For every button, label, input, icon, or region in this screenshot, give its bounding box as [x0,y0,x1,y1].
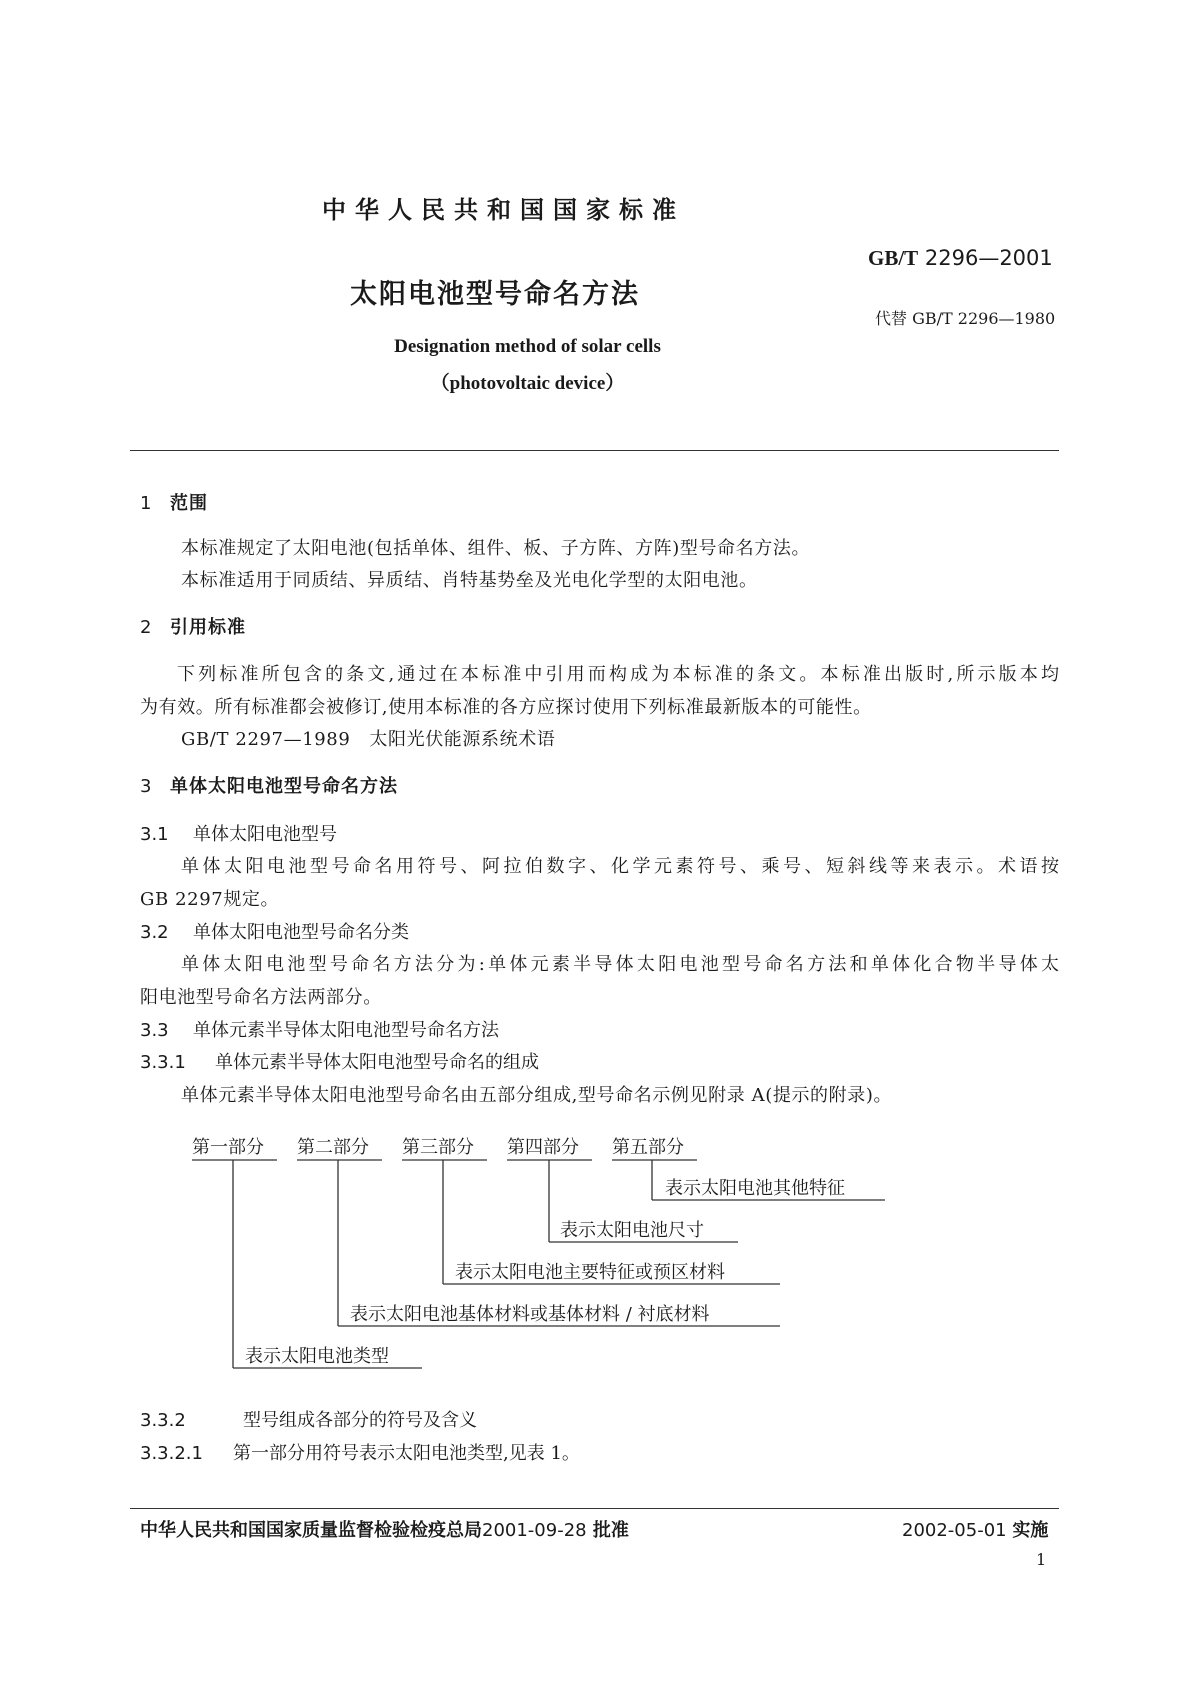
section-number: 1 [140,493,152,514]
clause-number: 3.3 [140,1020,169,1041]
effective-line [902,1516,1048,1542]
diagram-label-main-features: 表示太阳电池主要特征或预区材料 [455,1262,725,1283]
reference-code: GB/T 2297—1989 [181,729,351,750]
english-subtitle: （photovoltaic device） [430,373,625,394]
section-2-paragraph-line-2: 为有效。所有标准都会被修订,使用本标准的各方应探讨使用下列标准最新版本的可能性。 [140,697,872,718]
diagram-label-other-features: 表示太阳电池其他特征 [665,1178,845,1199]
section-1-paragraph-2: 本标准适用于同质结、异质结、肖特基势垒及光电化学型的太阳电池。 [181,570,758,591]
section-title: 引用标准 [170,617,246,638]
section-number: 2 [140,617,152,638]
clause-number: 3.3.2.1 [140,1443,203,1464]
clause-3-3-2-heading [140,1406,477,1432]
approval-label: 批准 [592,1520,629,1541]
english-title: Designation method of solar cells [394,336,661,357]
diagram-part-2: 第二部分 [297,1137,369,1158]
effective-date: 2002-05-01 [902,1520,1007,1541]
clause-title: 型号组成各部分的符号及含义 [243,1410,477,1431]
section-title: 单体太阳电池型号命名方法 [170,776,398,797]
diagram-part-3: 第三部分 [402,1137,474,1158]
clause-3-2-line-1: 单体太阳电池型号命名方法分为:单体元素半导体太阳电池型号命名方法和单体化合物半导体太 [181,954,1059,975]
effective-label: 实施 [1012,1520,1049,1541]
clause-title: 单体太阳电池型号 [193,824,337,845]
diagram-part-4: 第四部分 [507,1137,579,1158]
approval-line [140,1516,629,1542]
clause-3-3-2-1-heading [140,1439,580,1465]
diagram-label-cell-type: 表示太阳电池类型 [245,1346,389,1367]
diagram-label-substrate-material: 表示太阳电池基体材料或基体材料 / 衬底材料 [350,1304,710,1325]
clause-number: 3.3.1 [140,1052,186,1073]
diagram-part-5: 第五部分 [612,1137,684,1158]
clause-3-2-line-2: 阳电池型号命名方法两部分。 [140,987,382,1008]
reference-title: 太阳光伏能源系统术语 [369,729,556,750]
section-title: 范围 [170,493,208,514]
approval-date: 2001-09-28 [482,1520,587,1541]
section-1-paragraph-1: 本标准规定了太阳电池(包括单体、组件、板、子方阵、方阵)型号命名方法。 [181,538,811,559]
clause-title: 第一部分用符号表示太阳电池类型,见表 1。 [233,1443,580,1464]
section-2-paragraph-line-1: 下列标准所包含的条文,通过在本标准中引用而构成为本标准的条文。本标准出版时,所示版本均 [177,664,1059,685]
page-number: 1 [1036,1550,1047,1569]
standard-code-number: 2296—2001 [924,246,1053,270]
clause-number: 3.3.2 [140,1410,186,1431]
clause-3-3-1-text: 单体元素半导体太阳电池型号命名由五部分组成,型号命名示例见附录 A(提示的附录)。 [181,1085,893,1106]
section-number: 3 [140,776,152,797]
clause-3-1-line-1: 单体太阳电池型号命名用符号、阿拉伯数字、化学元素符号、乘号、短斜线等来表示。术语按 [181,856,1059,877]
clause-number: 3.1 [140,824,169,845]
clause-title: 单体太阳电池型号命名分类 [193,922,409,943]
clause-title: 单体元素半导体太阳电池型号命名方法 [193,1020,499,1041]
clause-number: 3.2 [140,922,169,943]
diagram-part-1: 第一部分 [192,1137,264,1158]
replaces-standard: 代替 GB/T 2296—1980 [875,309,1056,328]
footer-rule [130,1508,1059,1509]
document-title: 太阳电池型号命名方法 [350,279,640,310]
issuing-authority: 中华人民共和国国家质量监督检验检疫总局 [140,1520,482,1541]
national-standard-heading: 中华人民共和国国家标准 [322,196,685,224]
clause-title: 单体元素半导体太阳电池型号命名的组成 [215,1052,539,1073]
clause-3-1-line-2: GB 2297规定。 [140,889,280,910]
standard-code-prefix: GB/T [868,246,919,270]
diagram-label-size: 表示太阳电池尺寸 [560,1220,704,1241]
